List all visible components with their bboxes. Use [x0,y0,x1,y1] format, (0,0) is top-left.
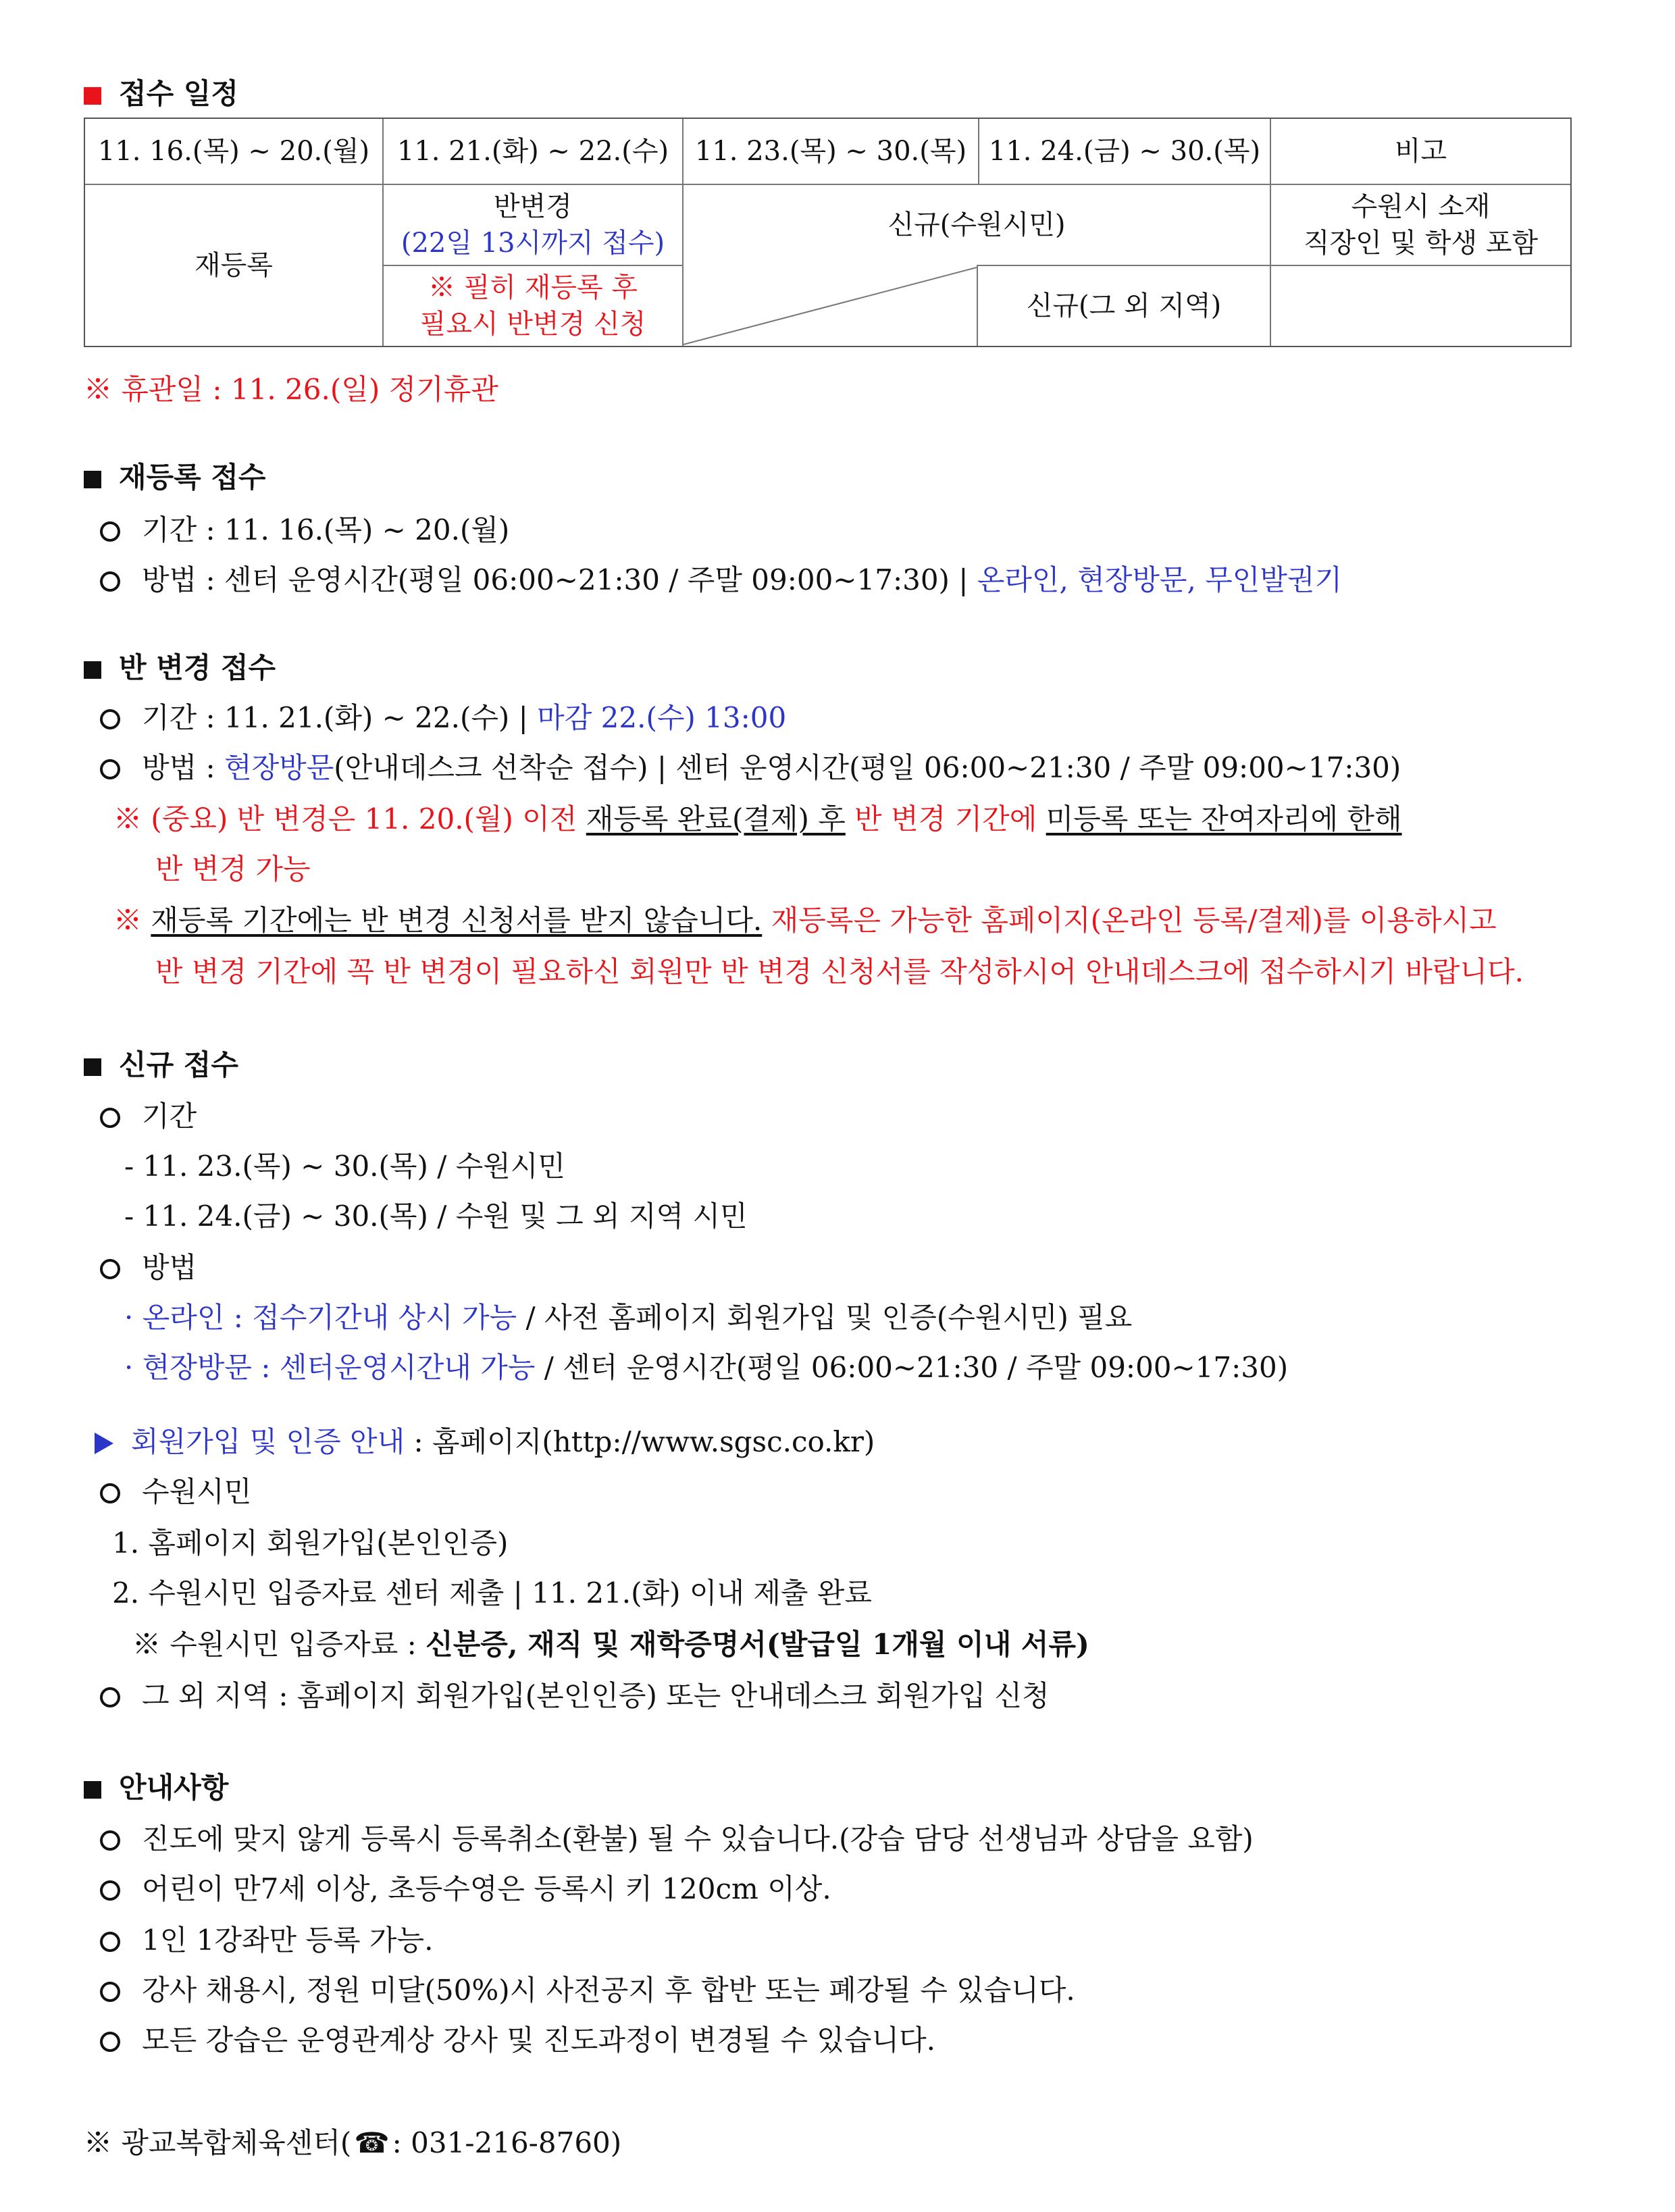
circle-bullet-icon [100,759,120,779]
notice-item: 모든 강습은 운영관계상 강사 및 진도과정이 변경될 수 있습니다. [100,2018,935,2059]
circle-bullet-icon [100,1687,120,1707]
change-method-visit: 현장방문 [224,751,334,784]
red-square-bullet-icon [84,87,101,105]
suwon-step-1: 1. 홈페이지 회원가입(본인인증) [112,1526,509,1560]
rereg-heading: 재등록 접수 [84,455,265,496]
rereg-period: 기간 : 11. 16.(목) ~ 20.(월) [100,508,509,548]
empty-cell-slash [684,266,977,346]
footer-contact: ※ 광교복합체육센터(☎: 031-216-8760) [84,2126,622,2159]
remark-cell [1271,185,1570,265]
notice-heading: 안내사항 [84,1766,228,1806]
change-method: 방법 : 현장방문(안내데스크 선착순 접수) | 센터 운영시간(평일 06:00~21:30 / 주말 09:00~17:30) [100,746,1401,786]
remark-line: 직장인 및 학생 포함 [1303,228,1539,259]
circle-bullet-icon [100,1259,120,1279]
circle-bullet-icon [100,1982,120,2002]
suwon-step-2: 2. 수원시민 입증자료 센터 제출 | 11. 21.(화) 이내 제출 완료 [112,1576,872,1610]
rereg-method: 방법 : 센터 운영시간(평일 06:00~21:30 / 주말 09:00~17:30) | 온라인, 현장방문, 무인발권기 [100,558,1342,598]
notice-item: 진도에 맞지 않게 등록시 등록취소(환불) 될 수 있습니다.(강습 담당 선생님과 상담을 요함) [100,1817,1254,1857]
new-other-cell: 신규(그 외 지역) [1026,290,1222,321]
change-note-cell [384,266,682,346]
schedule-heading: 접수 일정 [84,72,238,112]
change-cell [384,185,682,265]
circle-bullet-icon [100,521,120,542]
change-note-line: ※ 필히 재등록 후 [428,272,638,303]
schedule-table [84,118,1572,347]
circle-bullet-icon [100,1483,120,1503]
circle-bullet-icon [100,1880,120,1901]
circle-bullet-icon [100,1108,120,1128]
change-note-rereg: ※ 재등록 기간에는 반 변경 신청서를 받지 않습니다. 재등록은 가능한 홈페이지(온라인 등록/결제)를 이용하시고 [113,904,1497,937]
notice-item: 강사 채용시, 정원 미달(50%)시 사전공지 후 합반 또는 폐강될 수 있습니다. [100,1968,1075,2009]
circle-bullet-icon [100,1932,120,1952]
change-heading: 반 변경 접수 [84,646,276,686]
column-header: 11. 16.(목) ~ 20.(월) [97,136,370,167]
suwon-label: 수원시민 [100,1470,251,1510]
black-square-bullet-icon [84,471,101,488]
change-period: 기간 : 11. 21.(화) ~ 22.(수) | 마감 22.(수) 13:00 [100,696,786,736]
new-period-suwon: - 11. 23.(목) ~ 30.(목) / 수원시민 [124,1150,565,1183]
new-suwon-cell: 신규(수원시민) [887,209,1066,240]
change-title: 반변경 [494,191,572,222]
change-note-important: ※ (중요) 반 변경은 11. 20.(월) 이전 재등록 완료(결제) 후 반 변경 기간에 미등록 또는 잔여자리에 한해 [113,802,1402,835]
new-method-visit: · 현장방문 : 센터운영시간내 가능 / 센터 운영시간(평일 06:00~21:30 / 주말 09:00~17:30) [124,1351,1289,1384]
column-header: 11. 21.(화) ~ 22.(수) [396,136,669,167]
change-note-line: 필요시 반변경 신청 [419,309,646,340]
new-period-other: - 11. 24.(금) ~ 30.(목) / 수원 및 그 외 지역 시민 [124,1200,748,1233]
black-square-bullet-icon [84,1058,101,1076]
notice-item: 어린이 만7세 이상, 초등수영은 등록시 키 120cm 이상. [100,1867,831,1907]
new-method-online: · 온라인 : 접수기간내 상시 가능 / 사전 홈페이지 회원가입 및 인증(수원시민) 필요 [124,1301,1133,1334]
holiday-note: ※ 휴관일 : 11. 26.(일) 정기휴관 [84,373,498,406]
remark-line: 수원시 소재 [1351,191,1491,222]
join-guide: 회원가입 및 인증 안내 : 홈페이지(http://www.sgsc.co.kr) [95,1420,875,1460]
circle-bullet-icon [100,2032,120,2052]
black-square-bullet-icon [84,1781,101,1799]
other-region: 그 외 지역 : 홈페이지 회원가입(본인인증) 또는 안내데스크 회원가입 신청 [100,1674,1050,1714]
change-deadline-text: 마감 22.(수) 13:00 [537,701,787,734]
change-note-important-cont: 반 변경 가능 [155,852,311,885]
black-square-bullet-icon [84,661,101,679]
circle-bullet-icon [100,1830,120,1851]
column-header: 11. 23.(목) ~ 30.(목) [694,136,967,167]
rereg-cell: 재등록 [195,250,273,281]
column-header: 비고 [1394,136,1447,167]
column-header: 11. 24.(금) ~ 30.(목) [988,136,1261,167]
new-method-label: 방법 [100,1245,197,1286]
new-period-label: 기간 [100,1094,197,1135]
circle-bullet-icon [100,571,120,592]
rereg-channels: 온라인, 현장방문, 무인발권기 [977,563,1343,596]
new-heading: 신규 접수 [84,1043,238,1083]
notice-item: 1인 1강좌만 등록 가능. [100,1918,433,1959]
circle-bullet-icon [100,709,120,729]
change-note-rereg-cont: 반 변경 기간에 꼭 반 변경이 필요하신 회원만 반 변경 신청서를 작성하시어 안내데스크에 접수하시기 바랍니다. [155,955,1524,988]
suwon-proof-note: ※ 수원시민 입증자료 : 신분증, 재직 및 재학증명서(발급일 1개월 이내 서류) [132,1628,1089,1661]
play-arrow-icon [95,1433,113,1454]
change-deadline: (22일 13시까지 접수) [401,228,665,259]
phone-icon: ☎ [354,2126,390,2159]
